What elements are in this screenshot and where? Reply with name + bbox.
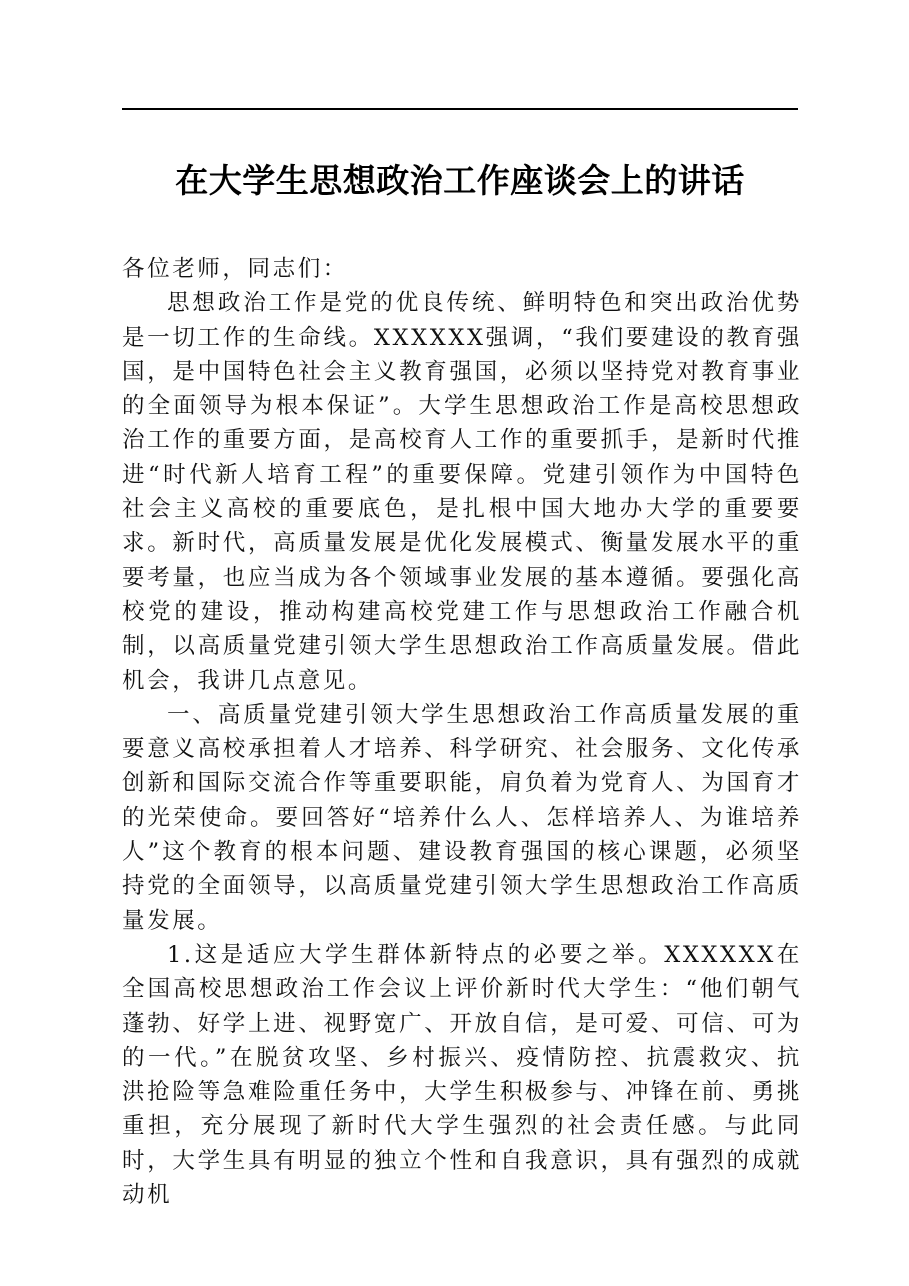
paragraph-intro: 思想政治工作是党的优良传统、鲜明特色和突出政治优势是一切工作的生命线。XXXXXX强调，“我们要建设的教育强国，是中国特色社会主义教育强国，必须以坚持党对教育事业的全面领导为根本保证”。大学生思想政治工作是高校思想政治工作的重要方面，是高校育人工作的重要抓手，是新时代推进“时代新人培育工程”的重要保障。党建引领作为中国特色社会主义高校的重要底色，是扎根中国大地办大学的重要要求。新时代，高质量发展是优化发展模式、衡量发展水平的重要考量，也应当成为各个领域事业发展的基本遵循。要强化高校党的建设，推动构建高校党建工作与思想政治工作融合机制，以高质量党建引领大学生思想政治工作高质量发展。借此机会，我讲几点意见。 <box>122 290 802 694</box>
document-body <box>122 252 802 1212</box>
paragraph-section-one: 一、高质量党建引领大学生思想政治工作高质量发展的重要意义高校承担着人才培养、科学研究、社会服务、文化传承创新和国际交流合作等重要职能，肩负着为党育人、为国育才的光荣使命。要回答好“培养什么人、怎样培养人、为谁培养人”这个教育的根本问题、建设教育强国的核心课题，必须坚持党的全面领导，以高质量党建引领大学生思想政治工作高质量发展。 <box>122 701 802 934</box>
paragraph-point-one: 1.这是适应大学生群体新特点的必要之举。XXXXXX在全国高校思想政治工作会议上评价新时代大学生：“他们朝气蓬勃、好学上进、视野宽广、开放自信，是可爱、可信、可为的一代。”在脱贫攻坚、乡村振兴、疫情防控、抗震救灾、抗洪抢险等急难险重任务中，大学生积极参与、冲锋在前、勇挑重担，充分展现了新时代大学生强烈的社会责任感。与此同时，大学生具有明显的独立个性和自我意识，具有强烈的成就动机 <box>122 941 802 1209</box>
document-title: 在大学生思想政治工作座谈会上的讲话 <box>175 161 745 200</box>
salutation: 各位老师，同志们： <box>122 256 348 282</box>
header-rule <box>122 108 798 110</box>
